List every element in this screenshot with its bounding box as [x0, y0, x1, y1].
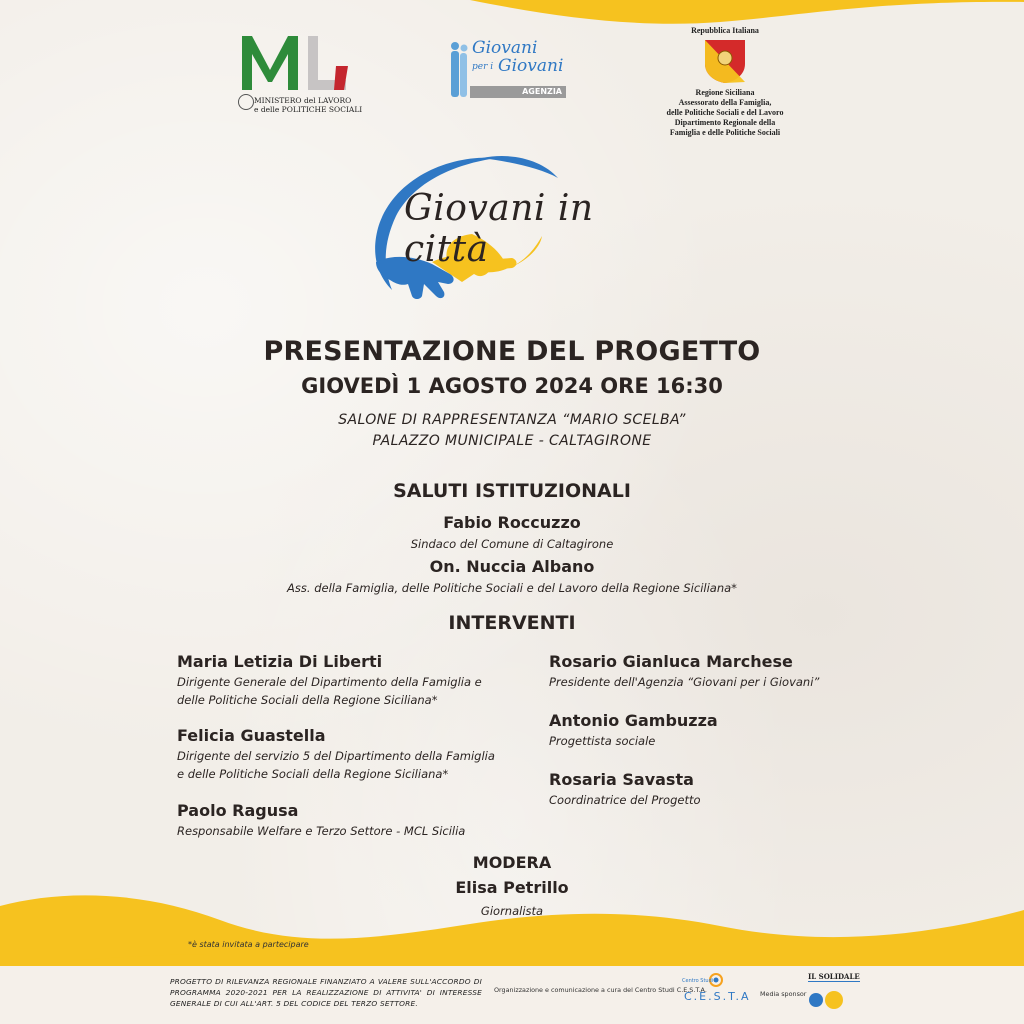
media-sponsor-text: Media sponsor — [760, 990, 807, 998]
intervento-left-3 — [177, 800, 465, 840]
event-date: GIOVEDÌ 1 AGOSTO 2024 ORE 16:30 — [301, 374, 723, 398]
intervento-role: Coordinatrice del Progetto — [549, 793, 701, 807]
intervento-left-1 — [177, 651, 482, 709]
sicilia-line2: Assessorato della Famiglia, — [678, 98, 772, 107]
ministero-line2: e delle POLITICHE SOCIALI — [254, 105, 363, 114]
sicilia-line1: Regione Siciliana — [695, 88, 755, 97]
gpg-line1: Giovani — [472, 38, 538, 58]
ministero-logo — [236, 30, 376, 122]
sponsor-mark-icon — [808, 990, 848, 1010]
project-funding-text: PROGETTO DI RILEVANZA REGIONALE FINANZIATO A VALERE SULL'ACCORDO DI PROGRAMMA 2020-2021 PER LA REALIZZAZIONE DI ATTIVITA' DI INTERESSE GENERALE DI CUI ALL'ART. 5 DEL CODICE DEL TERZO SETTORE. — [170, 977, 482, 1008]
sponsor-name: IL SOLIDALE — [808, 972, 860, 981]
venue-line2: PALAZZO MUNICIPALE - CALTAGIRONE — [372, 433, 652, 449]
venue-line1: SALONE DI RAPPRESENTANZA “MARIO SCELBA” — [338, 412, 686, 428]
intervento-role: e delle Politiche Sociali della Regione Siciliana* — [177, 767, 449, 781]
intervento-name: Felicia Guastella — [177, 726, 326, 745]
intervento-name: Paolo Ragusa — [177, 801, 299, 820]
modera-name: Elisa Petrillo — [455, 878, 569, 897]
gpg-small: per i — [472, 62, 494, 72]
intervento-right-3 — [549, 769, 701, 809]
intervento-name: Antonio Gambuzza — [549, 711, 718, 730]
intervento-name: Rosaria Savasta — [549, 770, 694, 789]
intervento-left-2 — [177, 725, 495, 783]
modera-heading: MODERA — [472, 853, 552, 872]
saluti-role-2: Ass. della Famiglia, delle Politiche Sociali e del Lavoro della Regione Siciliana* — [287, 581, 737, 595]
intervento-role: Dirigente del servizio 5 del Dipartimento della Famiglia — [177, 749, 495, 763]
intervento-right-1 — [549, 651, 819, 691]
intervento-right-2 — [549, 710, 718, 750]
saluti-role-1: Sindaco del Comune di Caltagirone — [410, 537, 614, 551]
cesta-logo — [680, 972, 752, 1012]
event-title: PRESENTAZIONE DEL PROGETTO — [263, 336, 761, 367]
footnote: *è stata invitata a partecipare — [188, 940, 309, 949]
organization-text: Organizzazione e comunicazione a cura del Centro Studi C.E.S.T.A. — [494, 986, 707, 994]
people-silhouette-icon — [448, 40, 470, 100]
intervento-role: Progettista sociale — [549, 734, 656, 748]
emblem-icon — [238, 94, 254, 110]
giovani-in-citta-logo — [362, 150, 662, 310]
modera-role: Giornalista — [480, 904, 544, 918]
saluti-name-1: Fabio Roccuzzo — [443, 513, 581, 532]
gpg-band: AGENZIA — [470, 86, 566, 98]
ml-mark-icon — [236, 30, 356, 94]
intervento-role: Dirigente Generale del Dipartimento della Famiglia e — [177, 675, 482, 689]
ministero-line1: MINISTERO del LAVORO — [254, 96, 352, 105]
footer-strip — [0, 966, 1024, 1024]
main-logo-text: Giovani in città — [404, 188, 594, 270]
saluti-name-2: On. Nuccia Albano — [429, 557, 595, 576]
cesta-text: C.E.S.T.A — [684, 990, 751, 1003]
intervento-role: Responsabile Welfare e Terzo Settore - MCL Sicilia — [177, 824, 466, 838]
saluti-heading: SALUTI ISTITUZIONALI — [393, 480, 631, 502]
intervento-role: delle Politiche Sociali della Regione Siciliana* — [177, 693, 438, 707]
intervento-name: Rosario Gianluca Marchese — [549, 652, 793, 671]
sicilia-line4: Dipartimento Regionale della — [674, 118, 776, 127]
cesta-small-text: Centro Studi — [682, 978, 714, 984]
interventi-heading: INTERVENTI — [448, 612, 576, 634]
sicilia-top: Repubblica Italiana — [691, 26, 759, 35]
intervento-name: Maria Letizia Di Liberti — [177, 652, 383, 671]
intervento-role: Presidente dell'Agenzia “Giovani per i Giovani” — [549, 675, 820, 689]
sicilia-line3: delle Politiche Sociali e del Lavoro — [666, 108, 784, 117]
trinacria-icon — [703, 38, 747, 84]
sicilia-line5: Famiglia e delle Politiche Sociali — [669, 128, 781, 137]
sponsor-logo — [808, 972, 860, 1012]
gpg-logo — [448, 38, 570, 100]
regione-sicilia-logo — [660, 26, 790, 152]
gpg-line2: Giovani — [498, 56, 564, 76]
